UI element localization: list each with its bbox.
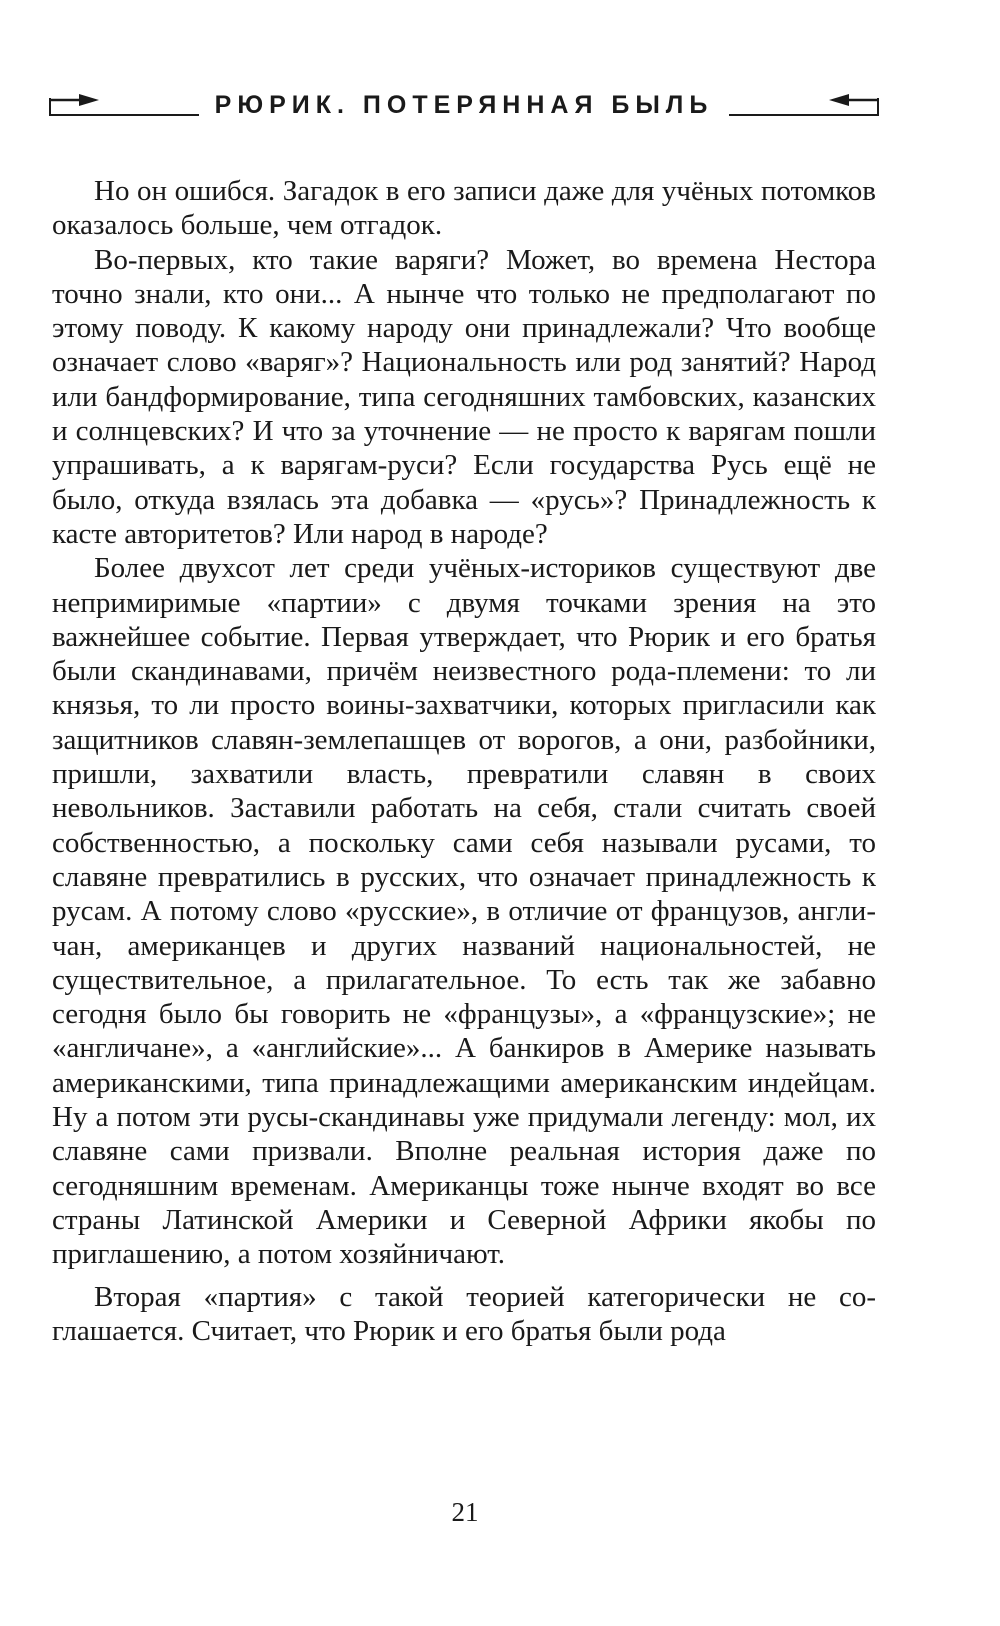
header-arrow-right-icon: [49, 93, 99, 107]
body-text: [52, 174, 876, 1348]
paragraph: Во-первых, кто такие варяги? Может, во времена Нестора точно знали, кто они... А нынче что только не предполагают по этому поводу. К какому народу они принадлежали? Что вообще означает слово «варяг»? Национальность или род занятий? Народ или бандформирование, типа сегодняшних тамбовских, казанских и солнцевских? И что за уточнение — не просто к варягам пошли упрашивать, а к варягам-руси? Если государства Русь ещё не было, откуда взялась эта добавка — «русь»? Принадлежность к касте авторитетов? Или народ в народе?: [52, 243, 876, 550]
header-arrow-left-icon: [829, 93, 879, 107]
running-header: [49, 88, 879, 124]
paragraph: Но он ошибся. Загадок в его записи даже для учёных потомков оказалось больше, чем отгадок.: [52, 175, 876, 242]
running-header-title: РЮРИК. ПОТЕРЯННАЯ БЫЛЬ: [199, 88, 729, 122]
paragraph: Более двухсот лет среди учёных-историков существуют две непримиримые «партии» с двумя точками зрения на это важнейшее событие. Первая утверждает, что Рюрик и его братья были скандинавами, причём неизвестного рода-племени: то ли князья, то ли просто воины-захватчики, которых пригласили как защитников славян-землепашцев от ворогов, а они, разбойники, пришли, захватили власть, превратили славян в своих невольников. Заставили работать на себя, стали считать своей собственностью, а поскольку сами себя называли русами, то славяне превратились в русских, что означает принадлежность к русам. А потому слово «русские», в отличие от французов, англичан, американцев и других названий национальностей, не существительное, а прилагательное. То есть так же забавно сегодня было бы говорить не «французы», а «французские»; не «англичане», а «английские»... А банкиров в Америке называть американскими, типа принадлежащими американским индейцам. Ну а потом эти русы-скандинавы уже придумали легенду: мол, их славяне сами призвали. Вполне реальная история даже по сегодняшним временам. Американцы тоже нынче входят во все страны Латинской Америки и Северной Африки якобы по приглашению, а потом хозяйничают.: [52, 552, 876, 1271]
paragraph: Вторая «партия» с такой теорией категорически не соглашается. Считает, что Рюрик и его братья были рода: [52, 1280, 876, 1347]
page-number: 21: [451, 1497, 479, 1527]
